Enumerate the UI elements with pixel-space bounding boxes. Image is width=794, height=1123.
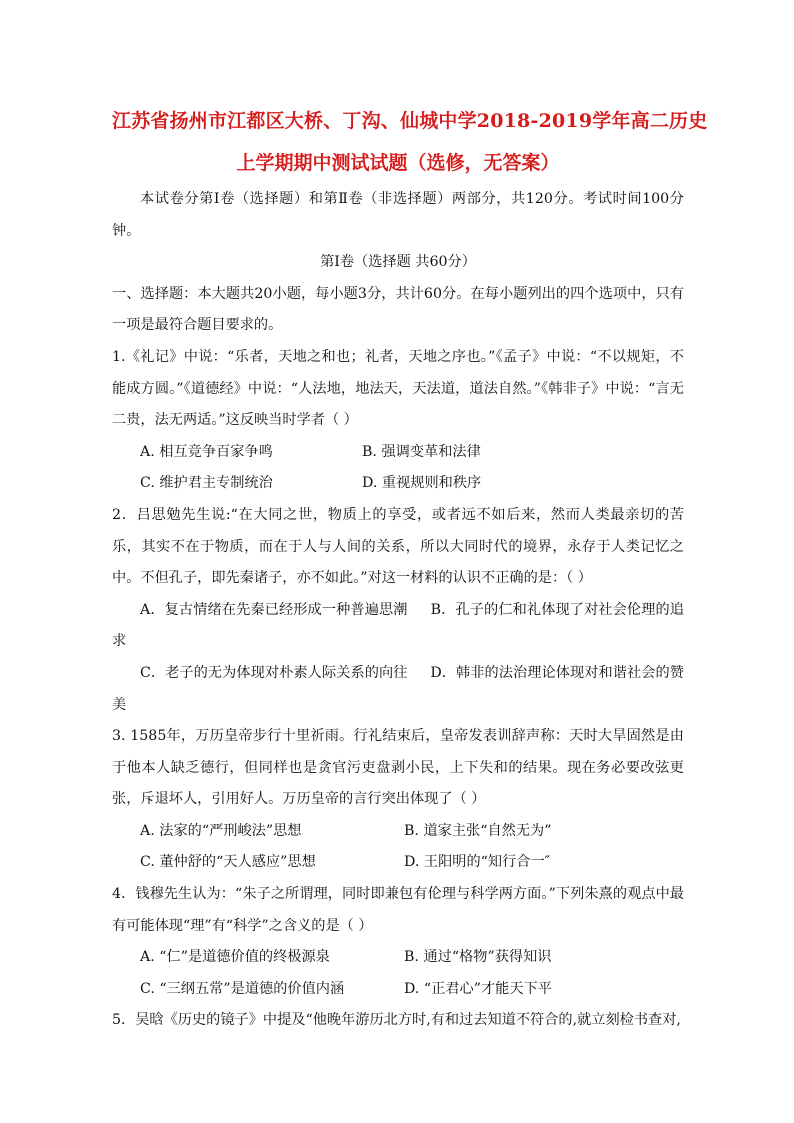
question-4-stem: 4．钱穆先生认为：“朱子之所谓理，同时即兼包有伦理与科学两方面。”下列朱熹的观点中最有可能体现“理”有“科学”之含义的是（ ） (112, 886, 684, 934)
question-1-options-row2 (112, 468, 684, 500)
question-2-option-b: B．孔子的仁和礼体现了对社会伦理的追求 (112, 601, 684, 650)
question-3-option-b: B. 道家主张“自然无为” (404, 822, 552, 839)
question-4-option-b: B. 通过“格物”获得知识 (404, 949, 552, 966)
part1-instructions: 一、选择题：本大题共20小题，每小题3分，共计60分。在每小题列出的四个选项中，只有一项是最符合题目要求的。 (112, 285, 684, 334)
question-2-option-c: C．老子的无为体现对朴素人际关系的向往 (140, 664, 408, 681)
question-3-stem: 3. 1585年，万历皇帝步行十里祈雨。行礼结束后，皇帝发表训辞声称：天时大旱固然是由于他本人缺乏德行，但同样也是贪官污吏盘剥小民，上下失和的结果。现在务必要改弦更张，斥退坏人，引用好人。万历皇帝的言行突出体现了（ ） (112, 728, 684, 808)
question-2-options-cd (112, 658, 684, 721)
question-2-option-a: A．复古情绪在先秦已经形成一种普遍思潮 (140, 601, 408, 618)
exam-intro: 本试卷分第Ⅰ卷（选择题）和第Ⅱ卷（非选择题）两部分，共120分。考试时间100分钟。 (112, 191, 684, 239)
question-1-option-d: D. 重视规则和秩序 (362, 475, 482, 492)
question-2-options-ab (112, 595, 684, 658)
question-4-option-d: D. “正君心”才能天下平 (404, 980, 552, 997)
question-1-option-a: A. 相互竞争百家争鸣 (140, 443, 273, 460)
question-5-stem: 5．吴晗《历史的镜子》中提及“他晚年游历北方时,有和过去知道不符合的,就立刻检书查对, (112, 1012, 681, 1029)
question-1-options-row1 (112, 437, 684, 469)
question-4-options-row1 (112, 942, 684, 974)
question-3-option-d: D. 王阳明的“知行合一″ (404, 854, 550, 871)
question-2-option-d: D．韩非的法治理论体现对和谐社会的赞美 (112, 664, 684, 713)
question-3-options-row1 (112, 816, 684, 848)
question-3-option-a: A. 法家的“严刑峻法”思想 (140, 822, 302, 839)
question-4-option-a: A. “仁”是道德价值的终极源泉 (140, 949, 330, 966)
question-4-option-c: C. “三纲五常”是道德的价值内涵 (140, 980, 345, 997)
section1-title: 第Ⅰ卷（选择题 共60分） (320, 254, 476, 271)
question-2-stem: 2．吕思勉先生说:“在大同之世，物质上的享受，或者远不如后来，然而人类最亲切的苦乐，其实不在于物质，而在于人与人间的关系，所以大同时代的境界，永存于人类记忆之中。不但孔子，即先秦诸子，亦不如此。”对这一材料的认识不正确的是：（ ） (112, 506, 684, 587)
question-3-option-c: C. 董仲舒的“天人感应”思想 (140, 854, 316, 871)
question-1-stem: 1.《礼记》中说：“乐者，天地之和也；礼者，天地之序也。”《孟子》中说：“不以规矩，不能成方圆。”《道德经》中说：“人法地，地法天，天法道，道法自然。”《韩非子》中说：“言无二贵，法无两适。”这反映当时学者（ ） (112, 348, 684, 429)
exam-page (112, 100, 708, 1037)
question-1-option-c: C. 维护君主专制统治 (140, 475, 273, 492)
question-4-options-row2 (112, 974, 684, 1006)
question-3-options-row2 (112, 847, 684, 879)
question-1-option-b: B. 强调变革和法律 (362, 443, 481, 460)
exam-title-line2: 上学期期中测试试题（选修，无答案） (236, 152, 560, 174)
exam-title-line1: 江苏省扬州市江都区大桥、丁沟、仙城中学2018-2019学年高二历史 (112, 110, 708, 132)
